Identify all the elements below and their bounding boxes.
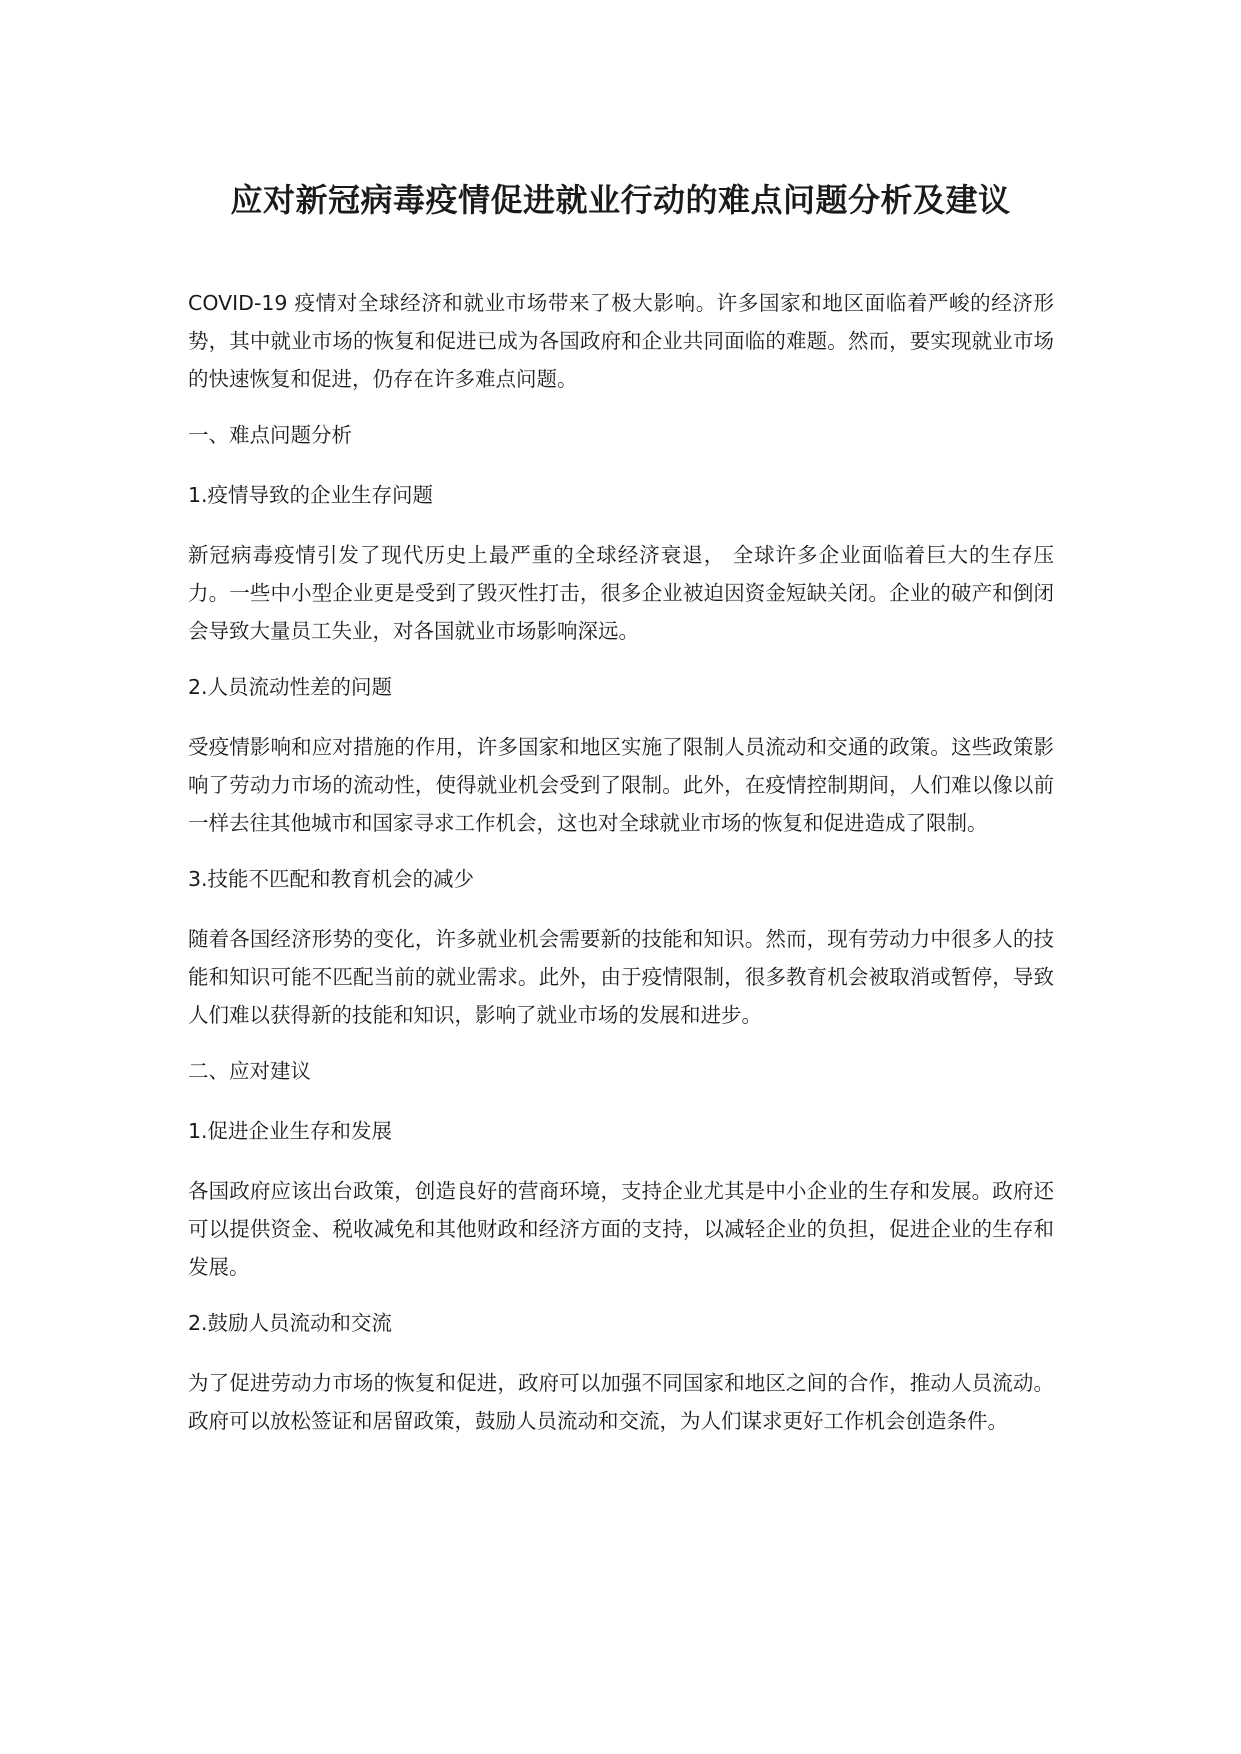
- subheading-mobility: 2.人员流动性差的问题: [188, 675, 393, 699]
- section-heading-analysis: 一、难点问题分析: [188, 423, 352, 447]
- subheading-skills: 3.技能不匹配和教育机会的减少: [188, 867, 475, 891]
- paragraph-mobility: 受疫情影响和应对措施的作用，许多国家和地区实施了限制人员流动和交通的政策。这些政策影响了劳动力市场的流动性，使得就业机会受到了限制。此外，在疫情控制期间，人们难以像以前一样去往其他城市和国家寻求工作机会，这也对全球就业市场的恢复和促进造成了限制。: [188, 735, 1054, 835]
- subheading-encourage-mobility: 2.鼓励人员流动和交流: [188, 1311, 393, 1335]
- subheading-promote-enterprise: 1.促进企业生存和发展: [188, 1119, 393, 1143]
- paragraph-enterprise-survival: 新冠病毒疫情引发了现代历史上最严重的全球经济衰退， 全球许多企业面临着巨大的生存压力。一些中小型企业更是受到了毁灭性打击，很多企业被迫因资金短缺关闭。企业的破产和倒闭会导致大量员工失业，对各国就业市场影响深远。: [188, 543, 1054, 643]
- intro-paragraph: COVID-19 疫情对全球经济和就业市场带来了极大影响。许多国家和地区面临着严峻的经济形势，其中就业市场的恢复和促进已成为各国政府和企业共同面临的难题。然而，要实现就业市场的快速恢复和促进，仍存在许多难点问题。: [188, 291, 1054, 391]
- paragraph-promote-enterprise: 各国政府应该出台政策，创造良好的营商环境，支持企业尤其是中小企业的生存和发展。政府还可以提供资金、税收减免和其他财政和经济方面的支持，以减轻企业的负担，促进企业的生存和发展。: [188, 1179, 1054, 1279]
- subheading-enterprise-survival: 1.疫情导致的企业生存问题: [188, 483, 434, 507]
- document-body: [188, 284, 1054, 1458]
- section-heading-suggestions: 二、应对建议: [188, 1059, 311, 1083]
- paragraph-skills: 随着各国经济形势的变化，许多就业机会需要新的技能和知识。然而，现有劳动力中很多人的技能和知识可能不匹配当前的就业需求。此外，由于疫情限制，很多教育机会被取消或暂停，导致人们难以获得新的技能和知识，影响了就业市场的发展和进步。: [188, 927, 1054, 1027]
- document-title: 应对新冠病毒疫情促进就业行动的难点问题分析及建议: [230, 181, 1011, 219]
- paragraph-encourage-mobility: 为了促进劳动力市场的恢复和促进，政府可以加强不同国家和地区之间的合作，推动人员流动。政府可以放松签证和居留政策，鼓励人员流动和交流，为人们谋求更好工作机会创造条件。: [188, 1371, 1054, 1433]
